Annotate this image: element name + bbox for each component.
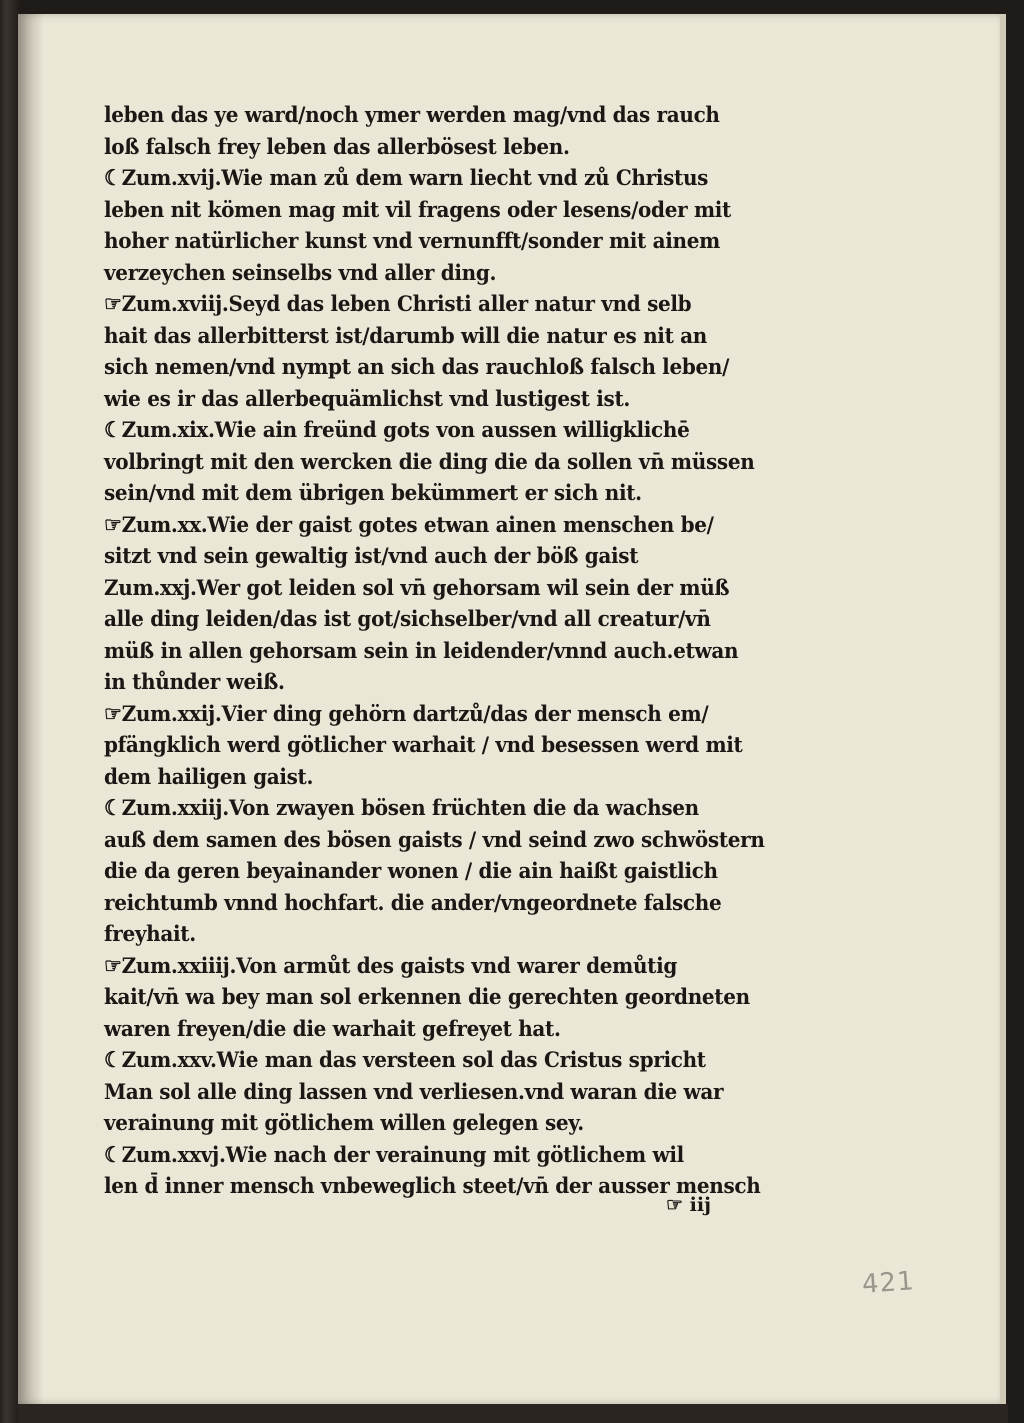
text-line: ☾Zum.xix.Wie ain freünd gots von aussen willigklichē [104,418,690,443]
text-line: Man sol alle ding lassen vnd verliesen.vnd waran die war [104,1079,724,1105]
folio-number: 421 [861,1266,916,1300]
text-line: die da geren beyainander wonen / die ain haißt gaistlich [104,859,718,884]
text-line: pfängklich werd götlicher warhait / vnd besessen werd mit [104,733,743,758]
text-line: ☾Zum.xvij.Wie man zů dem warn liecht vnd zů Christus [104,166,709,191]
text-line: sein/vnd mit dem übrigen bekümmert er sich nit. [104,481,642,506]
text-line: verzeychen seinselbs vnd aller ding. [104,260,497,286]
text-line: loß falsch frey leben das allerbösest leben. [104,134,570,160]
text-line: kait/vn̄ wa bey man sol erkennen die gerechten geordneten [104,985,750,1010]
page-bottom-edge [18,1404,1008,1423]
binding-shadow [18,14,44,1404]
text-line: ☞Zum.xx.Wie der gaist gotes etwan ainen menschen be/ [104,512,714,538]
text-line: in thůnder weiß. [104,670,285,695]
text-line: wie es ir das allerbequämlichst vnd lustigest ist. [104,386,631,412]
text-line: ☞Zum.xxij.Vier ding gehörn dartzů/das der mensch em/ [104,701,709,727]
text-line: sich nemen/vnd nympt an sich das rauchloß falsch leben/ [104,355,730,380]
text-line: müß in allen gehorsam sein in leidender/vnnd auch.etwan [104,638,739,664]
text-block [104,100,820,1203]
text-line: hoher natürlicher kunst vnd vernunfft/sonder mit ainem [104,229,720,254]
text-line: dem hailigen gaist. [104,764,314,790]
text-line: leben das ye ward/noch ymer werden mag/vnd das rauch [104,103,720,128]
text-line: alle ding leiden/das ist got/sichselber/vnd all creatur/vn̄ [104,607,711,632]
text-line: ☞Zum.xxiiij.Von armůt des gaists vnd warer demůtig [104,953,678,979]
text-line: ☾Zum.xxv.Wie man das versteen sol das Cristus spricht [104,1048,706,1073]
text-line: volbringt mit den wercken die ding die da sollen vn̄ müssen [104,449,755,475]
page-edge [1000,14,1006,1404]
text-line: leben nit kömen mag mit vil fragens oder lesens/oder mit [104,197,731,223]
text-line: Zum.xxj.Wer got leiden sol vn̄ gehorsam wil sein der müß [104,575,730,601]
text-line: reichtumb vnnd hochfart. die ander/vngeordnete falsche [104,890,722,916]
text-line: ☞Zum.xviij.Seyd das leben Christi aller natur vnd selb [104,292,692,317]
text-line: auß dem samen des bösen gaists / vnd seind zwo schwöstern [104,827,765,853]
text-line: ☾Zum.xxiij.Von zwayen bösen früchten die da wachsen [104,796,699,821]
text-line: waren freyen/die die warhait gefreyet hat. [104,1016,561,1042]
signature-mark: ☞ iij [666,1194,711,1216]
text-line: sitzt vnd sein gewaltig ist/vnd auch der böß gaist [104,544,639,569]
text-line: ☾Zum.xxvj.Wie nach der verainung mit götlichem wil [104,1142,684,1168]
text-line: len d̄ inner mensch vnbeweglich steet/vn̄ der ausser mensch [104,1174,761,1199]
text-line: verainung mit götlichem willen gelegen sey. [104,1111,584,1136]
text-line: freyhait. [104,922,196,947]
text-line: hait das allerbitterst ist/darumb will die natur es nit an [104,323,707,349]
